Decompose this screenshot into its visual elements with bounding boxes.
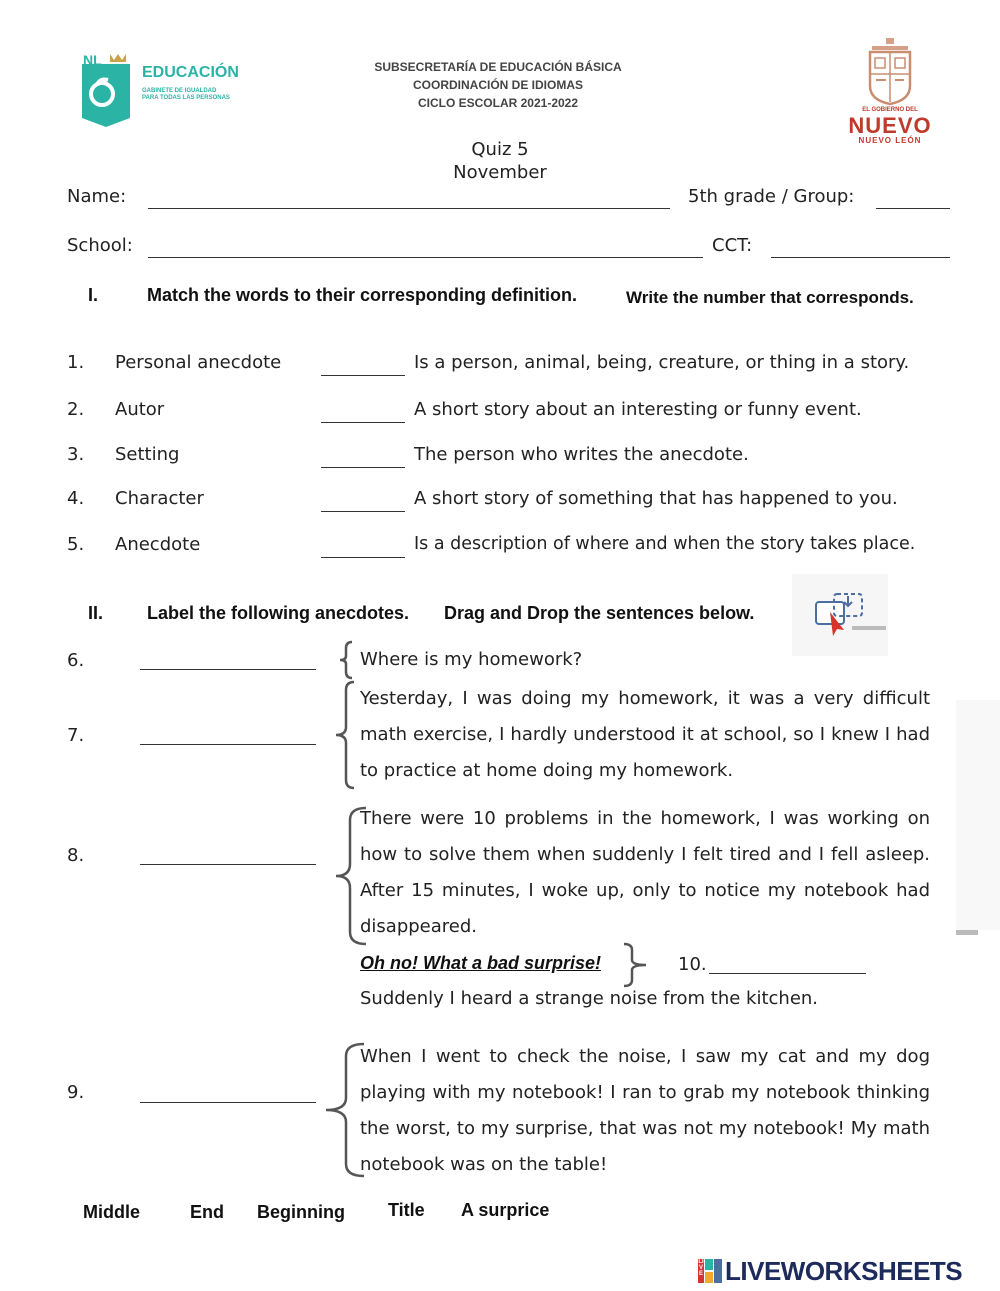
drop-zone-8[interactable] [140,864,316,865]
brace-7 [332,680,356,790]
match-definition: The person who writes the anecdote. [414,444,749,465]
section-2-instruction: Label the following anecdotes. [147,603,410,623]
anecdote-middle-text: There were 10 problems in the homework, I was working on how to solve them when suddenly I felt tired and I fell asleep. After 15 minutes, I woke up, only to notice my notebook had disappeared. [360,808,930,937]
scrollbar-thumb[interactable] [956,930,978,935]
quiz-title: Quiz 5 [471,139,529,160]
label-number-10: 10. [678,954,707,975]
cct-label: CCT: [712,235,753,256]
logo-tagline-1: GABINETE DE IGUALDAD [142,88,217,94]
match-definition: A short story about an interesting or funny event. [414,399,862,420]
cct-input[interactable] [771,257,950,258]
gov-line-2: NUEVO [848,113,932,138]
header-line-2: COORDINACIÓN DE IDIOMAS [412,78,583,92]
label-number-9: 9. [67,1082,85,1103]
match-term: Setting [115,444,180,465]
group-input[interactable] [876,208,950,209]
school-input[interactable] [148,257,703,258]
coat-of-arms-icon [864,36,916,106]
match-number: 4. [67,488,85,509]
logo-name: EDUCACIÓN [142,64,239,81]
match-answer-input[interactable] [321,557,405,558]
match-number: 2. [67,399,85,420]
anecdote-title-text: Where is my homework? [360,649,583,670]
brace-6 [334,640,354,680]
header-line-3: CICLO ESCOLAR 2021-2022 [417,96,579,110]
match-definition: A short story of something that has happened to you. [414,488,898,509]
anecdote-end-text: When I went to check the noise, I saw my cat and my dog playing with my notebook! I ran to grab my notebook thinking the worst, to my surprise, that was not my notebook! My math notebook was on the table! [360,1046,930,1175]
match-answer-input[interactable] [321,467,405,468]
drag-option-surprise[interactable]: A surprice [461,1200,550,1220]
match-number: 3. [67,444,85,465]
drop-zone-7[interactable] [140,744,316,745]
name-input[interactable] [148,208,670,209]
drag-option-title[interactable]: Title [388,1200,425,1220]
match-answer-input[interactable] [321,375,405,376]
name-label: Name: [67,186,127,207]
logo-badge-text: NL [83,52,102,68]
match-term: Anecdote [115,534,201,555]
match-number: 5. [67,534,85,555]
label-number-7: 7. [67,725,85,746]
grade-group-label: 5th grade / Group: [688,186,855,207]
brace-10 [620,942,652,988]
match-term: Character [115,488,204,509]
gov-line-3: NUEVO LEÓN [858,136,922,145]
drop-zone-9[interactable] [140,1102,316,1103]
match-answer-input[interactable] [321,511,405,512]
gov-line-1: EL GOBIERNO DEL [862,107,918,113]
drop-zone-10[interactable] [709,973,866,974]
label-number-8: 8. [67,845,85,866]
anecdote-beginning-text: Yesterday, I was doing my homework, it was a very difficult math exercise, I hardly understood it at school, so I knew I had to practice at home doing my homework. [360,688,930,781]
section-1-numeral: I. [88,285,99,305]
education-logo [80,52,245,128]
match-definition: Is a person, animal, being, creature, or thing in a story. [414,352,910,373]
section-2-numeral: II. [88,603,104,623]
match-term: Personal anecdote [115,352,282,373]
drop-zone-6[interactable] [140,669,316,670]
section-1-instruction: Match the words to their corresponding definition. [147,285,578,305]
live-badge-icon: LIVE [698,1259,722,1283]
match-number: 1. [67,352,85,373]
scrollbar-track[interactable] [956,700,1000,930]
section-2-instruction-2: Drag and Drop the sentences below. [444,603,755,623]
quiz-month: November [453,162,547,183]
header-line-1: SUBSECRETARÍA DE EDUCACIÓN BÁSICA [374,60,622,74]
match-term: Autor [115,399,165,420]
match-answer-input[interactable] [321,422,405,423]
drag-option-end[interactable]: End [190,1202,224,1222]
section-1-instruction-2: Write the number that corresponds. [626,288,914,307]
brand-name: LIVEWORKSHEETS [725,1256,963,1286]
school-label: School: [67,235,133,256]
match-definition: Is a description of where and when the story takes place. [414,534,916,554]
noise-text: Suddenly I heard a strange noise from the kitchen. [360,988,819,1009]
liveworksheets-logo[interactable] [698,1256,998,1286]
surprise-text: Oh no! What a bad surprise! [360,953,602,973]
label-number-6: 6. [67,650,85,671]
logo-tagline-2: PARA TODAS LAS PERSONAS [142,95,230,101]
government-logo [838,36,942,146]
drag-option-middle[interactable]: Middle [83,1202,140,1222]
drag-option-beginning[interactable]: Beginning [257,1202,345,1222]
